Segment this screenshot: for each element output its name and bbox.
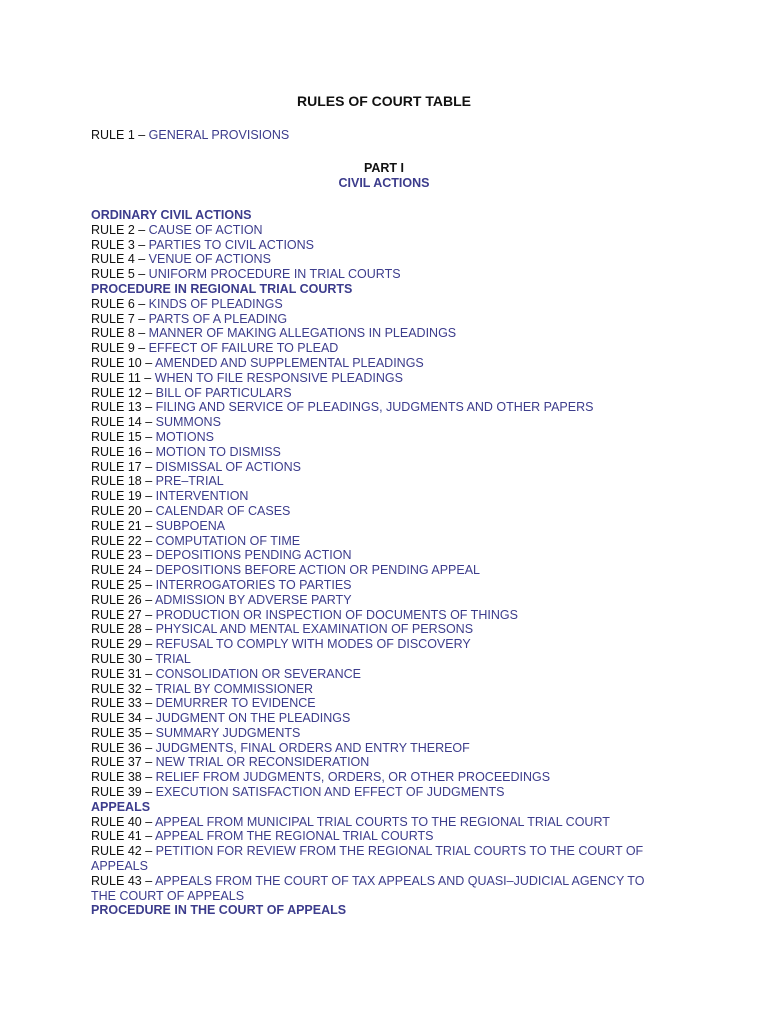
rule-number: RULE 17 – <box>91 459 156 474</box>
rule-title: GENERAL PROVISIONS <box>148 128 290 142</box>
rule-number: RULE 19 – <box>91 489 156 504</box>
rule-entry <box>91 726 651 741</box>
rule-number: RULE 8 – <box>91 326 149 341</box>
rule-title: NEW TRIAL OR RECONSIDERATION <box>155 755 370 770</box>
rule-title: COMPUTATION OF TIME <box>155 533 301 548</box>
rule-title: UNIFORM PROCEDURE IN TRIAL COURTS <box>148 267 401 282</box>
rule-entry <box>91 504 651 519</box>
part-subtitle: CIVIL ACTIONS <box>338 176 430 190</box>
rule-entry <box>91 829 651 844</box>
rule-title: BILL OF PARTICULARS <box>155 385 292 400</box>
rule-entry <box>91 652 651 667</box>
rule-number: RULE 13 – <box>91 400 156 415</box>
rule-entry <box>91 785 651 800</box>
rule-entry <box>91 637 651 652</box>
rule-number: RULE 6 – <box>91 296 149 311</box>
rule-title: AMENDED AND SUPPLEMENTAL PLEADINGS <box>154 355 424 370</box>
rule-number: RULE 28 – <box>91 622 156 637</box>
rule-title: APPEALS FROM THE COURT OF TAX APPEALS AND QUASI–JUDICIAL AGENCY TO THE COURT OF APPEALS <box>91 873 645 903</box>
rule-title: WHEN TO FILE RESPONSIVE PLEADINGS <box>154 370 403 385</box>
rule-entry <box>91 312 651 327</box>
rule-entry <box>91 415 651 430</box>
rule-number: RULE 14 – <box>91 415 156 430</box>
rule-number: RULE 7 – <box>91 311 149 326</box>
rule-title: FILING AND SERVICE OF PLEADINGS, JUDGMENTS AND OTHER PAPERS <box>155 400 594 415</box>
rule-number: RULE 39 – <box>91 785 156 800</box>
rule-entry <box>91 252 651 267</box>
rule-title: SUMMARY JUDGMENTS <box>155 725 301 740</box>
rule-number: RULE 29 – <box>91 637 156 652</box>
rule-title: PRODUCTION OR INSPECTION OF DOCUMENTS OF THINGS <box>155 607 518 622</box>
rule-number: RULE 22 – <box>91 533 156 548</box>
rule-title: SUBPOENA <box>155 518 226 533</box>
rule-number: RULE 42 – <box>91 844 156 859</box>
rule-entry <box>91 667 651 682</box>
rule-entry <box>91 341 651 356</box>
rule-entry <box>91 815 651 830</box>
rule-entry <box>91 696 651 711</box>
rule-entry <box>91 356 651 371</box>
rule-number: RULE 27 – <box>91 607 156 622</box>
section-heading: PROCEDURE IN REGIONAL TRIAL COURTS <box>91 281 353 296</box>
rule-entry <box>91 474 651 489</box>
rule-entry <box>91 844 651 874</box>
rule-title: MANNER OF MAKING ALLEGATIONS IN PLEADINGS <box>148 326 457 341</box>
rule-title: APPEAL FROM MUNICIPAL TRIAL COURTS TO THE REGIONAL TRIAL COURT <box>154 814 610 829</box>
rule-title: DEPOSITIONS BEFORE ACTION OR PENDING APPEAL <box>155 563 481 578</box>
rule-entry <box>91 400 651 415</box>
rule-entry <box>91 489 651 504</box>
rule-number: RULE 20 – <box>91 503 156 518</box>
rule-entry <box>91 593 651 608</box>
rule-number: RULE 9 – <box>91 341 149 356</box>
rule-number: RULE 21 – <box>91 518 156 533</box>
rule-entry <box>91 386 651 401</box>
rule-number: RULE 11 – <box>91 370 155 385</box>
rule-number: RULE 23 – <box>91 548 156 563</box>
rule-entry <box>91 371 651 386</box>
rule-title: CAUSE OF ACTION <box>148 222 263 237</box>
rule-title: RELIEF FROM JUDGMENTS, ORDERS, OR OTHER PROCEEDINGS <box>155 770 551 785</box>
rule-entry <box>91 430 651 445</box>
rule-number: RULE 30 – <box>91 651 156 666</box>
rule-title: INTERVENTION <box>155 489 249 504</box>
rule-entry <box>91 741 651 756</box>
rule-number: RULE 38 – <box>91 770 156 785</box>
rule-title: SUMMONS <box>155 415 221 430</box>
rule-title: EXECUTION SATISFACTION AND EFFECT OF JUDGMENTS <box>155 785 505 800</box>
rule-title: DEMURRER TO EVIDENCE <box>155 696 316 711</box>
rule-entry <box>91 460 651 475</box>
rule-entry <box>91 622 651 637</box>
rule-number: RULE 43 – <box>91 873 155 888</box>
rule-entry <box>91 548 651 563</box>
rule-title: PHYSICAL AND MENTAL EXAMINATION OF PERSONS <box>155 622 474 637</box>
rule-entry <box>91 534 651 549</box>
rule-number: RULE 40 – <box>91 814 155 829</box>
rule-title: REFUSAL TO COMPLY WITH MODES OF DISCOVERY <box>155 637 471 652</box>
rule-number: RULE 16 – <box>91 444 156 459</box>
rule-title: CONSOLIDATION OR SEVERANCE <box>155 666 361 681</box>
rule-title: MOTION TO DISMISS <box>155 444 281 459</box>
rule-entry <box>91 519 651 534</box>
rule-number: RULE 10 – <box>91 355 155 370</box>
rule-entry <box>91 770 651 785</box>
rule-title: ADMISSION BY ADVERSE PARTY <box>154 592 352 607</box>
rule-number: RULE 24 – <box>91 563 156 578</box>
rule-entry <box>91 711 651 726</box>
rule-title: APPEAL FROM THE REGIONAL TRIAL COURTS <box>154 829 434 844</box>
rule-entry <box>91 223 651 238</box>
rule-entry <box>91 238 651 253</box>
rule-entry <box>91 608 651 623</box>
rule-entry <box>91 267 651 282</box>
rule-title: MOTIONS <box>155 429 214 444</box>
part-label: PART I <box>363 161 405 175</box>
rule-number: RULE 5 – <box>91 267 149 282</box>
rule-title: DEPOSITIONS PENDING ACTION <box>155 548 352 563</box>
rule-number: RULE 3 – <box>91 237 149 252</box>
rule-entry <box>91 297 651 312</box>
rule-title: PETITION FOR REVIEW FROM THE REGIONAL TRIAL COURTS TO THE COURT OF APPEALS <box>91 844 644 874</box>
rule-number: RULE 36 – <box>91 740 156 755</box>
rule-number: RULE 33 – <box>91 696 156 711</box>
rule-entry <box>91 755 651 770</box>
rule-entry <box>91 682 651 697</box>
rules-list <box>91 208 651 918</box>
section-heading: ORDINARY CIVIL ACTIONS <box>91 208 252 222</box>
rule-number: RULE 41 – <box>91 829 155 844</box>
rule-entry <box>91 563 651 578</box>
part-heading <box>0 161 768 191</box>
page-title: RULES OF COURT TABLE <box>297 93 471 109</box>
rule-number: RULE 32 – <box>91 681 156 696</box>
rule-title: JUDGMENT ON THE PLEADINGS <box>155 711 351 726</box>
rule-title: PRE–TRIAL <box>155 474 224 489</box>
section-heading: PROCEDURE IN THE COURT OF APPEALS <box>91 903 347 918</box>
rule-number: RULE 1 – <box>91 128 149 142</box>
rule-title: TRIAL <box>155 651 191 666</box>
rule-number: RULE 25 – <box>91 577 156 592</box>
rule-title: EFFECT OF FAILURE TO PLEAD <box>148 341 339 356</box>
rule-entry <box>91 578 651 593</box>
rule-title: KINDS OF PLEADINGS <box>148 296 283 311</box>
rule-title: PARTIES TO CIVIL ACTIONS <box>148 237 314 252</box>
rule-number: RULE 12 – <box>91 385 156 400</box>
rule-title: INTERROGATORIES TO PARTIES <box>155 577 352 592</box>
rule-number: RULE 4 – <box>91 252 149 267</box>
rule-title: DISMISSAL OF ACTIONS <box>155 459 302 474</box>
rule-number: RULE 18 – <box>91 474 156 489</box>
rule-title: PARTS OF A PLEADING <box>148 311 288 326</box>
rule-entry <box>91 445 651 460</box>
rule-title: CALENDAR OF CASES <box>155 503 291 518</box>
rule-entry <box>91 874 651 904</box>
rule-number: RULE 2 – <box>91 222 149 237</box>
rule-title: VENUE OF ACTIONS <box>148 252 271 267</box>
section-heading: APPEALS <box>91 799 151 814</box>
rule-number: RULE 15 – <box>91 429 156 444</box>
rule-number: RULE 26 – <box>91 592 155 607</box>
rule-title: JUDGMENTS, FINAL ORDERS AND ENTRY THEREOF <box>155 740 470 755</box>
rule-entry <box>91 128 289 143</box>
rule-title: TRIAL BY COMMISSIONER <box>155 681 314 696</box>
rule-number: RULE 37 – <box>91 755 156 770</box>
rule-number: RULE 31 – <box>91 666 156 681</box>
rule-number: RULE 35 – <box>91 725 156 740</box>
rule-number: RULE 34 – <box>91 711 156 726</box>
rule-entry <box>91 326 651 341</box>
